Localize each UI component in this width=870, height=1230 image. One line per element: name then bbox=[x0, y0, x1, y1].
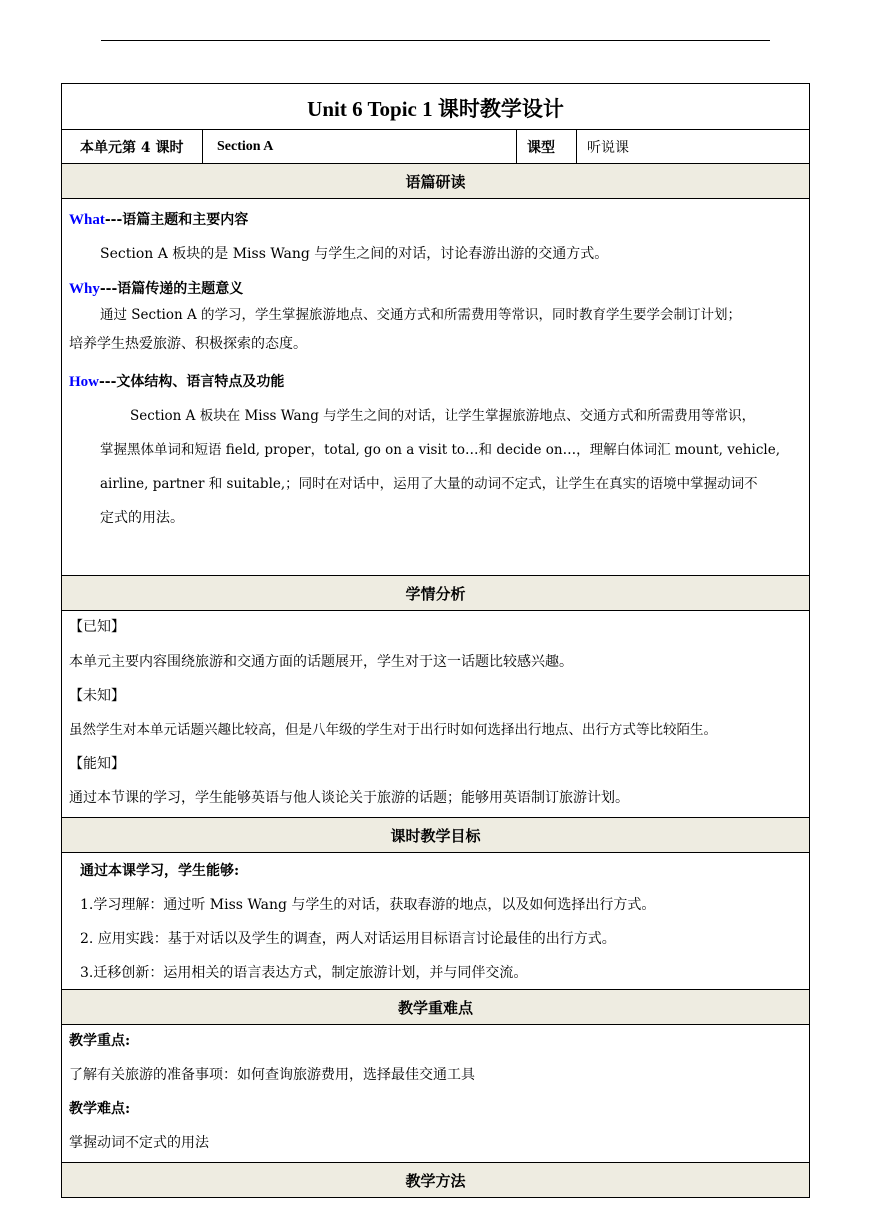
header-rule bbox=[101, 40, 770, 41]
page-title-cell bbox=[62, 84, 810, 130]
how-title: ---文体结构、语言特点及功能 bbox=[99, 374, 285, 390]
reading-content bbox=[62, 199, 810, 576]
how-text-3: airline, partner 和 suitable,；同时在对话中，运用了大量的动词不定式，让学生在真实的语境中掌握动词不 bbox=[100, 476, 758, 492]
how-key: How bbox=[69, 374, 99, 390]
section-name: Section A bbox=[203, 130, 517, 164]
unknown-label: 【未知】 bbox=[69, 688, 125, 704]
known-text: 本单元主要内容围绕旅游和交通方面的话题展开，学生对于这一话题比较感兴趣。 bbox=[69, 654, 573, 670]
lesson-plan-table bbox=[61, 83, 810, 1198]
keypoints-content bbox=[62, 1025, 810, 1163]
objectives-content bbox=[62, 853, 810, 990]
difficulty-text: 掌握动词不定式的用法 bbox=[69, 1135, 209, 1151]
focus-label: 教学重点: bbox=[69, 1033, 131, 1049]
section-heading-objectives: 课时教学目标 bbox=[62, 818, 810, 853]
section-heading-methods: 教学方法 bbox=[62, 1163, 810, 1198]
lesson-type-label: 课型 bbox=[517, 130, 577, 164]
difficulty-label: 教学难点: bbox=[69, 1101, 131, 1117]
focus-text: 了解有关旅游的准备事项：如何查询旅游费用，选择最佳交通工具 bbox=[69, 1067, 475, 1083]
objective-item-3: 3.迁移创新：运用相关的语言表达方式，制定旅游计划，并与同伴交流。 bbox=[80, 965, 528, 981]
section-heading-keypoints: 教学重难点 bbox=[62, 990, 810, 1025]
how-text-4: 定式的用法。 bbox=[100, 510, 184, 526]
able-label: 【能知】 bbox=[69, 756, 125, 772]
info-row bbox=[62, 130, 810, 164]
section-heading-analysis: 学情分析 bbox=[62, 576, 810, 611]
how-text-1: Section A 板块在 Miss Wang 与学生之间的对话，让学生掌握旅游地点、交通方式和所需费用等常识， bbox=[130, 408, 756, 424]
able-text: 通过本节课的学习，学生能够英语与他人谈论关于旅游的话题；能够用英语制订旅游计划。 bbox=[69, 790, 629, 806]
why-key: Why bbox=[69, 281, 100, 297]
what-text: Section A 板块的是 Miss Wang 与学生之间的对话，讨论春游出游的交通方式。 bbox=[100, 246, 609, 262]
lesson-number: 本单元第 4 课时 bbox=[62, 130, 203, 164]
objective-item-1: 1.学习理解：通过听 Miss Wang 与学生的对话，获取春游的地点，以及如何选择出行方式。 bbox=[80, 897, 656, 913]
known-label: 【已知】 bbox=[69, 619, 125, 635]
unknown-text: 虽然学生对本单元话题兴趣比较高，但是八年级的学生对于出行时如何选择出行地点、出行方式等比较陌生。 bbox=[69, 722, 717, 738]
section-heading-reading: 语篇研读 bbox=[62, 164, 810, 199]
why-text-2: 培养学生热爱旅游、积极探索的态度。 bbox=[69, 336, 307, 352]
how-text-2: 掌握黑体单词和短语 field, proper，total, go on a visit to…和 decide on…，理解白体词汇 mount, vehicle, bbox=[100, 442, 780, 458]
objectives-intro: 通过本课学习，学生能够: bbox=[80, 863, 240, 879]
why-title: ---语篇传递的主题意义 bbox=[99, 281, 244, 297]
what-title: ---语篇主题和主要内容 bbox=[104, 212, 249, 228]
objective-item-2: 2. 应用实践：基于对话以及学生的调查，两人对话运用目标语言讨论最佳的出行方式。 bbox=[80, 931, 616, 947]
page-title: Unit 6 Topic 1 课时教学设计 bbox=[307, 96, 564, 121]
lesson-type-value: 听说课 bbox=[577, 130, 810, 164]
analysis-content bbox=[62, 611, 810, 818]
why-text-1: 通过 Section A 的学习，学生掌握旅游地点、交通方式和所需费用等常识，同时教育学生要学会制订计划； bbox=[100, 307, 741, 323]
what-key: What bbox=[69, 212, 105, 228]
